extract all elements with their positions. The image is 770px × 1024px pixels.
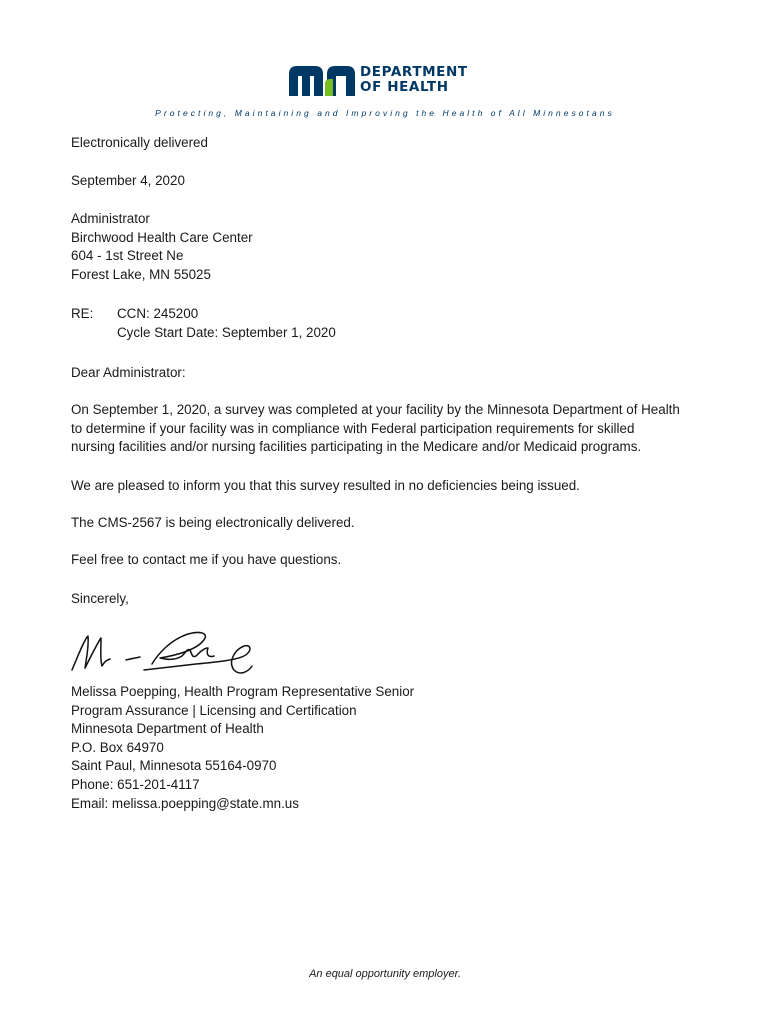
mdh-logo (289, 64, 489, 98)
delivery-note: Electronically delivered (71, 135, 208, 150)
mn-logo-mark-icon (289, 66, 355, 96)
signer-block (71, 683, 414, 813)
logo-wordmark (360, 65, 468, 95)
body-paragraph-1 (71, 401, 680, 457)
re-block (0, 305, 770, 345)
body-paragraph-2: We are pleased to inform you that this survey resulted in no deficiencies being issued. (71, 478, 580, 493)
letter-date: September 4, 2020 (71, 173, 185, 188)
signer-email[interactable]: Email: melissa.poepping@state.mn.us (71, 795, 299, 811)
closing: Sincerely, (71, 591, 129, 606)
signer-phone: Phone: 651-201-4117 (71, 776, 200, 792)
recipient-line: 604 - 1st Street Ne (71, 248, 184, 264)
signer-name-title: Melissa Poepping, Health Program Representative Senior (71, 684, 415, 699)
logo-line-of-health: OF HEALTH (360, 79, 449, 95)
signer-po-box: P.O. Box 64970 (71, 739, 164, 755)
letterhead-tagline: Protecting, Maintaining and Improving the Health of All Minnesotans (155, 108, 615, 118)
body-paragraph-3: The CMS-2567 is being electronically delivered. (71, 515, 355, 530)
re-label: RE: (71, 306, 94, 321)
recipient-line: Forest Lake, MN 55025 (71, 266, 211, 282)
recipient-address (71, 210, 253, 284)
signer-department: Minnesota Department of Health (71, 721, 264, 737)
body-line: to determine if your facility was in compliance with Federal participation requirements for skilled (71, 420, 635, 436)
re-ccn: CCN: 245200 (117, 306, 199, 321)
handwritten-signature (68, 626, 258, 680)
re-details (117, 305, 336, 342)
recipient-line: Birchwood Health Care Center (71, 229, 253, 245)
signer-unit: Program Assurance | Licensing and Certification (71, 702, 357, 718)
recipient-line: Administrator (71, 211, 150, 226)
footer-statement: An equal opportunity employer. (309, 968, 461, 980)
body-line: nursing facilities and/or nursing facilities participating in the Medicare and/or Medicaid programs. (71, 439, 642, 455)
logo-line-department: DEPARTMENT (360, 64, 468, 80)
body-line: On September 1, 2020, a survey was completed at your facility by the Minnesota Department of Health (71, 402, 680, 417)
salutation: Dear Administrator: (71, 365, 186, 380)
signer-city: Saint Paul, Minnesota 55164-0970 (71, 758, 277, 774)
body-paragraph-4: Feel free to contact me if you have questions. (71, 552, 342, 567)
re-cycle-start: Cycle Start Date: September 1, 2020 (117, 324, 336, 340)
